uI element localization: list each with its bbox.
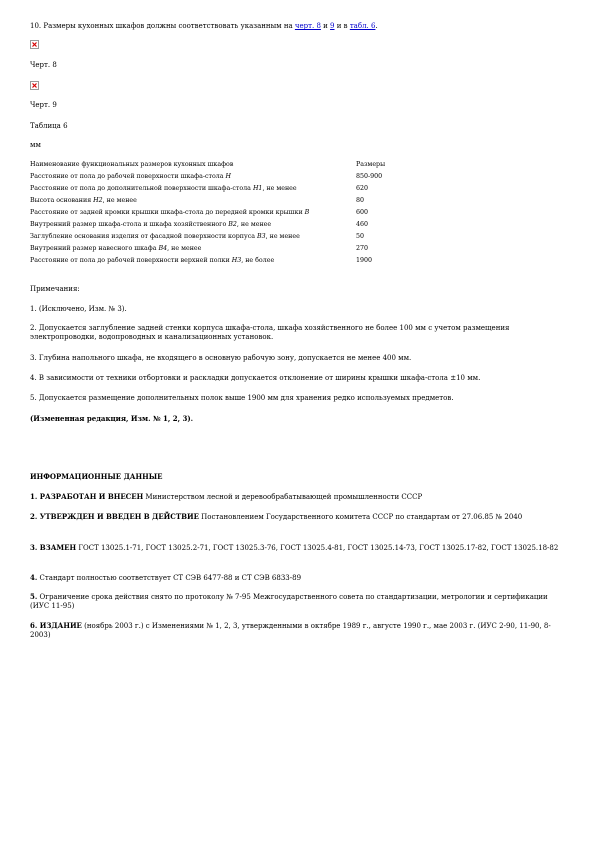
table-header-value: Размеры: [356, 161, 386, 169]
table-cell-value: 50: [356, 232, 365, 240]
link-chart-8[interactable]: черт. 8: [294, 22, 321, 30]
table-row: [30, 195, 416, 207]
table-row: [30, 254, 416, 266]
table-header-row: [30, 159, 416, 171]
intro-text: 10. Размеры кухонных шкафов должны соответствовать указанным на: [30, 22, 295, 30]
note-item: 2. Допускается заглубление задней стенки корпуса шкафа-стола, шкафа хозяйственного не более 100 мм с учетом размещения электропроводки, водопроводных и канализационных установок.: [30, 324, 510, 341]
table-cell-value: 600: [356, 209, 369, 216]
note-item: 3. Глубина напольного шкафа, не входящего в основную рабочую зону, допускается не менее 400 мм.: [30, 354, 412, 362]
info-item: 4. Стандарт полностью соответствует СТ СЭВ 6477-88 и СТ СЭВ 6833-89: [30, 573, 302, 582]
intro-and-2: и в: [334, 22, 350, 30]
table-cell-value: 80: [356, 197, 365, 205]
info-item: 1. РАЗРАБОТАН И ВНЕСЕН Министерством лесной и деревообрабатывающей промышленности СССР: [30, 492, 423, 501]
info-title: ИНФОРМАЦИОННЫЕ ДАННЫЕ: [30, 472, 163, 481]
table-header-name: Наименование функциональных размеров кухонных шкафов: [30, 161, 234, 169]
info-item: 2. УТВЕРЖДЕН И ВВЕДЕН В ДЕЙСТВИЕ Постановлением Государственного комитета СССР по стандартам от 27.06.85 № 2040: [30, 512, 523, 521]
figure-9-caption: Черт. 9: [30, 101, 57, 109]
info-item: 3. ВЗАМЕН ГОСТ 13025.1-71, ГОСТ 13025.2-71, ГОСТ 13025.3-76, ГОСТ 13025.4-81, ГОСТ 13025.14-73, ГОСТ 13025.17-82, ГОСТ 13025.18-82: [30, 543, 559, 552]
table-cell-value: 850-900: [356, 173, 383, 181]
info-item: 5. Ограничение срока действия снято по протоколу № 7-95 Межгосударственного совета по стандартизации, метрологии и сертификации (ИУС 11-95): [30, 592, 548, 610]
info-item: 6. ИЗДАНИЕ (ноябрь 2003 г.) с Изменениями № 1, 2, 3, утвержденными в октябре 1989 г., августе 1990 г., мае 2003 г. (ИУС 2-90, 11-90, 8-2003): [30, 621, 551, 639]
table-cell-name: Высота основания Н2, не менее: [30, 197, 137, 205]
table-cell-name: Заглубление основания изделия от фасадной поверхности корпуса В3, не менее: [30, 232, 300, 240]
table-row: [30, 171, 416, 183]
table-cell-name: Расстояние от пола до рабочей поверхности верхней полки Н3, не более: [30, 256, 275, 264]
table-row: [30, 230, 416, 242]
table-cell-name: Расстояние от пола до дополнительной поверхности шкафа-стола Н1, не менее: [30, 185, 297, 193]
dimensions-table: [30, 159, 416, 266]
intro-and-1: и: [320, 22, 331, 30]
intro-paragraph: [30, 22, 378, 31]
table-cell-name: Расстояние от задней кромки крышки шкафа-стола до передней кромки крышки В: [30, 209, 310, 216]
notes-title: Примечания:: [30, 285, 80, 293]
intro-end: .: [375, 22, 378, 30]
table-cell-name: Внутренний размер шкафа-стола и шкафа хозяйственного В2, не менее: [30, 220, 272, 228]
table-unit: мм: [30, 141, 41, 149]
table-cell-value: 1900: [356, 256, 373, 264]
table-cell-name: Внутренний размер навесного шкафа В4, не менее: [30, 244, 202, 252]
notes-revision: (Измененная редакция, Изм. № 1, 2, 3).: [30, 414, 194, 423]
table-row: [30, 242, 416, 254]
note-item: 1. (Исключено, Изм. № 3).: [30, 305, 127, 313]
figure-8-caption: Черт. 8: [30, 61, 57, 69]
note-item: 4. В зависимости от техники отбортовки и раскладки допускается отклонение от ширины крышки шкафа-стола ±10 мм.: [30, 374, 481, 382]
table-row: [30, 218, 416, 230]
table-cell-value: 270: [356, 244, 369, 252]
table-title: Таблица 6: [30, 122, 68, 130]
table-row: [30, 183, 416, 195]
broken-image-icon: [30, 40, 39, 49]
note-item: 5. Допускается размещение дополнительных полок выше 1900 мм для хранения редко используемых предметов.: [30, 394, 454, 402]
table-row: [30, 207, 416, 219]
table-cell-value: 460: [356, 220, 369, 228]
table-cell-value: 620: [356, 185, 369, 193]
broken-image-icon: [30, 81, 39, 90]
link-table-6[interactable]: табл. 6: [349, 22, 376, 30]
link-chart-9[interactable]: 9: [330, 22, 335, 30]
table-cell-name: Расстояние от пола до рабочей поверхности шкафа-стола Н: [30, 173, 232, 181]
